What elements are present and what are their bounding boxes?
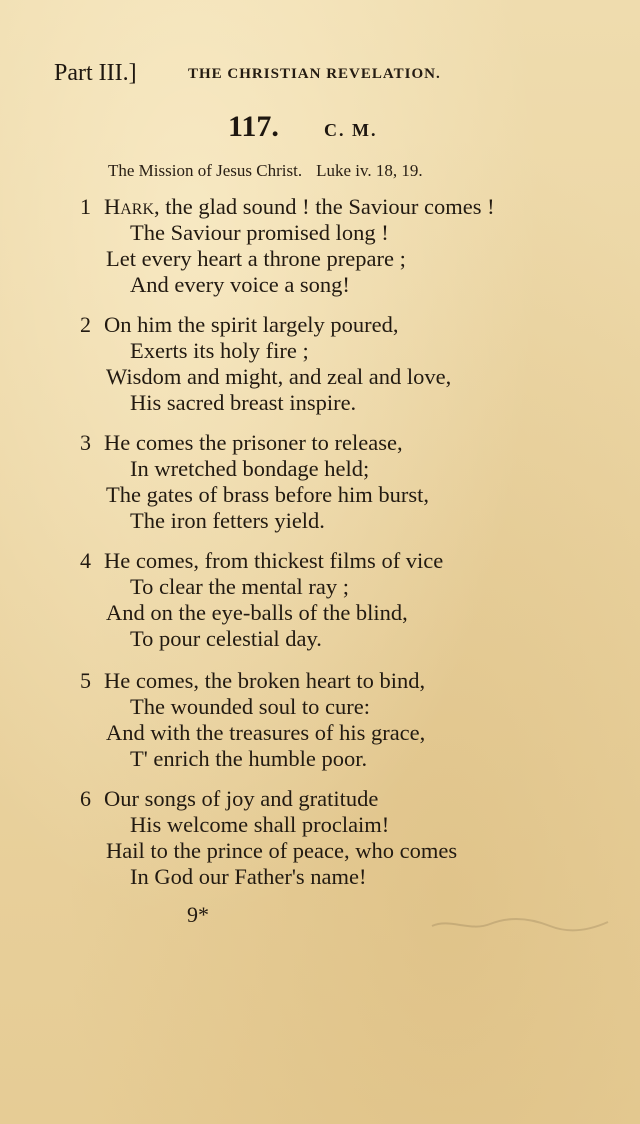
stanza-line: He comes, the broken heart to bind, bbox=[104, 668, 426, 693]
stanza-line: And on the eye-balls of the blind, bbox=[106, 600, 408, 625]
stanza-line: Hail to the prince of peace, who comes bbox=[106, 838, 458, 863]
stanza-number: 2 bbox=[80, 312, 91, 337]
stanza-line: To pour celestial day. bbox=[130, 626, 322, 651]
stanza-line: In God our Father's name! bbox=[130, 864, 367, 889]
stanza-line: In wretched bondage held; bbox=[130, 456, 370, 481]
hymn-subtitle bbox=[108, 161, 423, 181]
stanza-line bbox=[104, 194, 495, 220]
hymn-meter: C. M. bbox=[324, 120, 378, 140]
stanza-line: He comes, from thickest films of vice bbox=[104, 548, 444, 573]
stanza-line: To clear the mental ray ; bbox=[130, 574, 349, 599]
stanza-number: 4 bbox=[80, 548, 91, 573]
stanza-line: The iron fetters yield. bbox=[130, 508, 325, 533]
hymn-subtitle-text: The Mission of Jesus Christ. bbox=[108, 161, 303, 180]
stanza-line: And with the treasures of his grace, bbox=[106, 720, 426, 745]
hymn-heading bbox=[228, 110, 428, 146]
stanza-number: 6 bbox=[80, 786, 91, 811]
ink-smudge bbox=[430, 914, 610, 934]
stanza-line: The wounded soul to cure: bbox=[130, 694, 370, 719]
stanza-first-line-rest: the glad sound ! the Saviour comes ! bbox=[159, 194, 495, 219]
stanza-line: Let every heart a throne prepare ; bbox=[106, 246, 406, 271]
running-head bbox=[54, 60, 514, 90]
stanza-line: The Saviour promised long ! bbox=[130, 220, 389, 245]
running-title: THE CHRISTIAN REVELATION. bbox=[188, 66, 441, 82]
stanza-line: His sacred breast inspire. bbox=[130, 390, 357, 415]
stanza-number: 3 bbox=[80, 430, 91, 455]
stanza-line: On him the spirit largely poured, bbox=[104, 312, 399, 337]
scripture-reference: Luke iv. 18, 19. bbox=[316, 161, 423, 180]
stanza-number: 5 bbox=[80, 668, 91, 693]
stanza-line: Exerts its holy fire ; bbox=[130, 338, 309, 363]
stanza-line: Our songs of joy and gratitude bbox=[104, 786, 379, 811]
hymn-number: 117. bbox=[228, 110, 279, 143]
part-label: Part III.] bbox=[54, 60, 137, 86]
stanza-line: The gates of brass before him burst, bbox=[106, 482, 430, 507]
stanza-number: 1 bbox=[80, 194, 91, 219]
stanza-line: T' enrich the humble poor. bbox=[130, 746, 368, 771]
stanza-line: He comes the prisoner to release, bbox=[104, 430, 403, 455]
signature-mark: 9* bbox=[187, 902, 209, 927]
stanza-line: And every voice a song! bbox=[130, 272, 350, 297]
stanza-line: Wisdom and might, and zeal and love, bbox=[106, 364, 452, 389]
stanza-line: His welcome shall proclaim! bbox=[130, 812, 390, 837]
stanza-first-word: Hark, bbox=[104, 194, 160, 219]
